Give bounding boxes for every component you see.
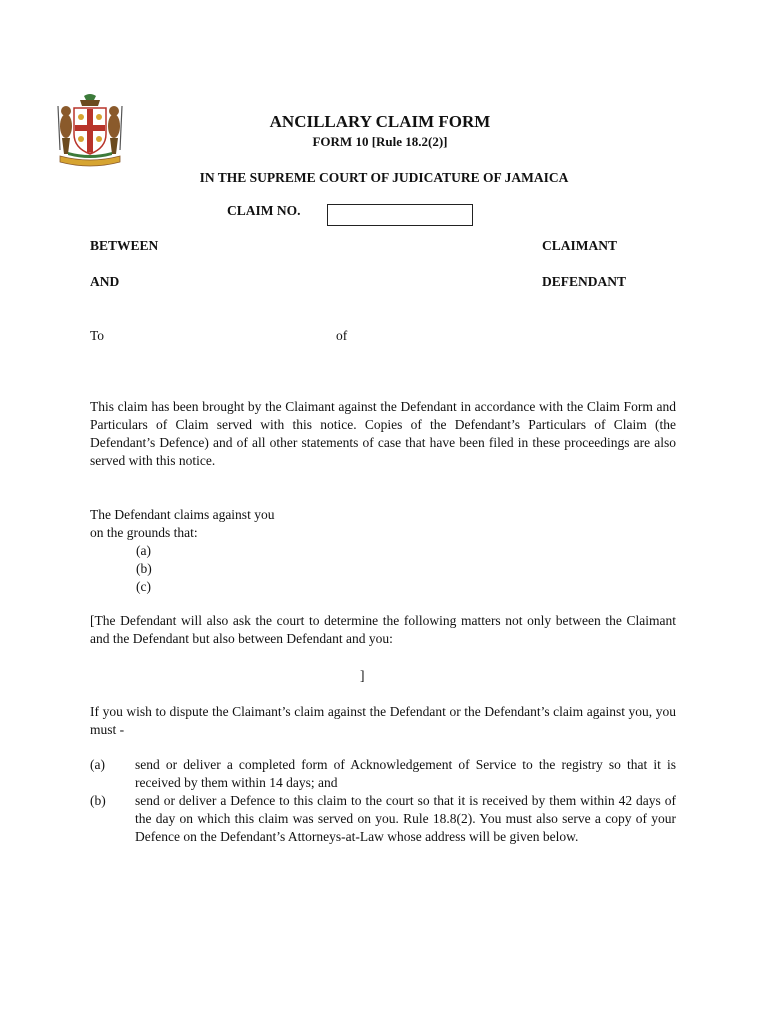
court-heading: IN THE SUPREME COURT OF JUDICATURE OF JAMAICA: [199, 170, 569, 185]
requirement-a-text: send or deliver a completed form of Acknowledgement of Service to the registry so that it is received by them within 14 days; and: [135, 757, 676, 790]
claim-number-label: CLAIM NO.: [227, 203, 301, 218]
form-subtitle: FORM 10 [Rule 18.2(2)]: [312, 134, 448, 149]
matters-paragraph: [The Defendant will also ask the court to determine the following matters not only between the Claimant and the Defendant but also between Defendant and you:: [90, 613, 676, 646]
requirement-b-label: (b): [90, 793, 106, 808]
claims-line-2: on the grounds that:: [90, 525, 198, 540]
claim-number-field[interactable]: [327, 204, 473, 226]
claims-line-1: The Defendant claims against you: [90, 507, 275, 522]
defendant-label: DEFENDANT: [542, 274, 627, 289]
requirement-a-label: (a): [90, 757, 105, 772]
and-label: AND: [90, 274, 120, 289]
of-label: of: [336, 328, 348, 343]
between-label: BETWEEN: [90, 238, 159, 253]
claimant-label: CLAIMANT: [542, 238, 618, 253]
ground-c: (c): [136, 579, 151, 594]
matters-close-bracket: ]: [360, 668, 365, 683]
intro-paragraph: This claim has been brought by the Claimant against the Defendant in accordance with the Claim Form and Particulars of Claim served with this notice. Copies of the Defendant’s Particulars of Claim (the Defendant’s Defence) and of all other statements of case that have been filed in these proceedings are also served with this notice.: [90, 399, 676, 468]
dispute-paragraph: If you wish to dispute the Claimant’s claim against the Defendant or the Defendant’s claim against you, you must -: [90, 704, 676, 737]
to-label: To: [90, 328, 105, 343]
ground-b: (b): [136, 561, 152, 576]
ground-a: (a): [136, 543, 151, 558]
requirement-b-text: send or deliver a Defence to this claim to the court so that it is received by them within 42 days of the day on which this claim was served on you. Rule 18.8(2). You must also serve a copy of your Defence on the Defendant’s Attorneys-at-Law whose address will be given below.: [135, 793, 676, 844]
form-title: ANCILLARY CLAIM FORM: [269, 112, 491, 131]
